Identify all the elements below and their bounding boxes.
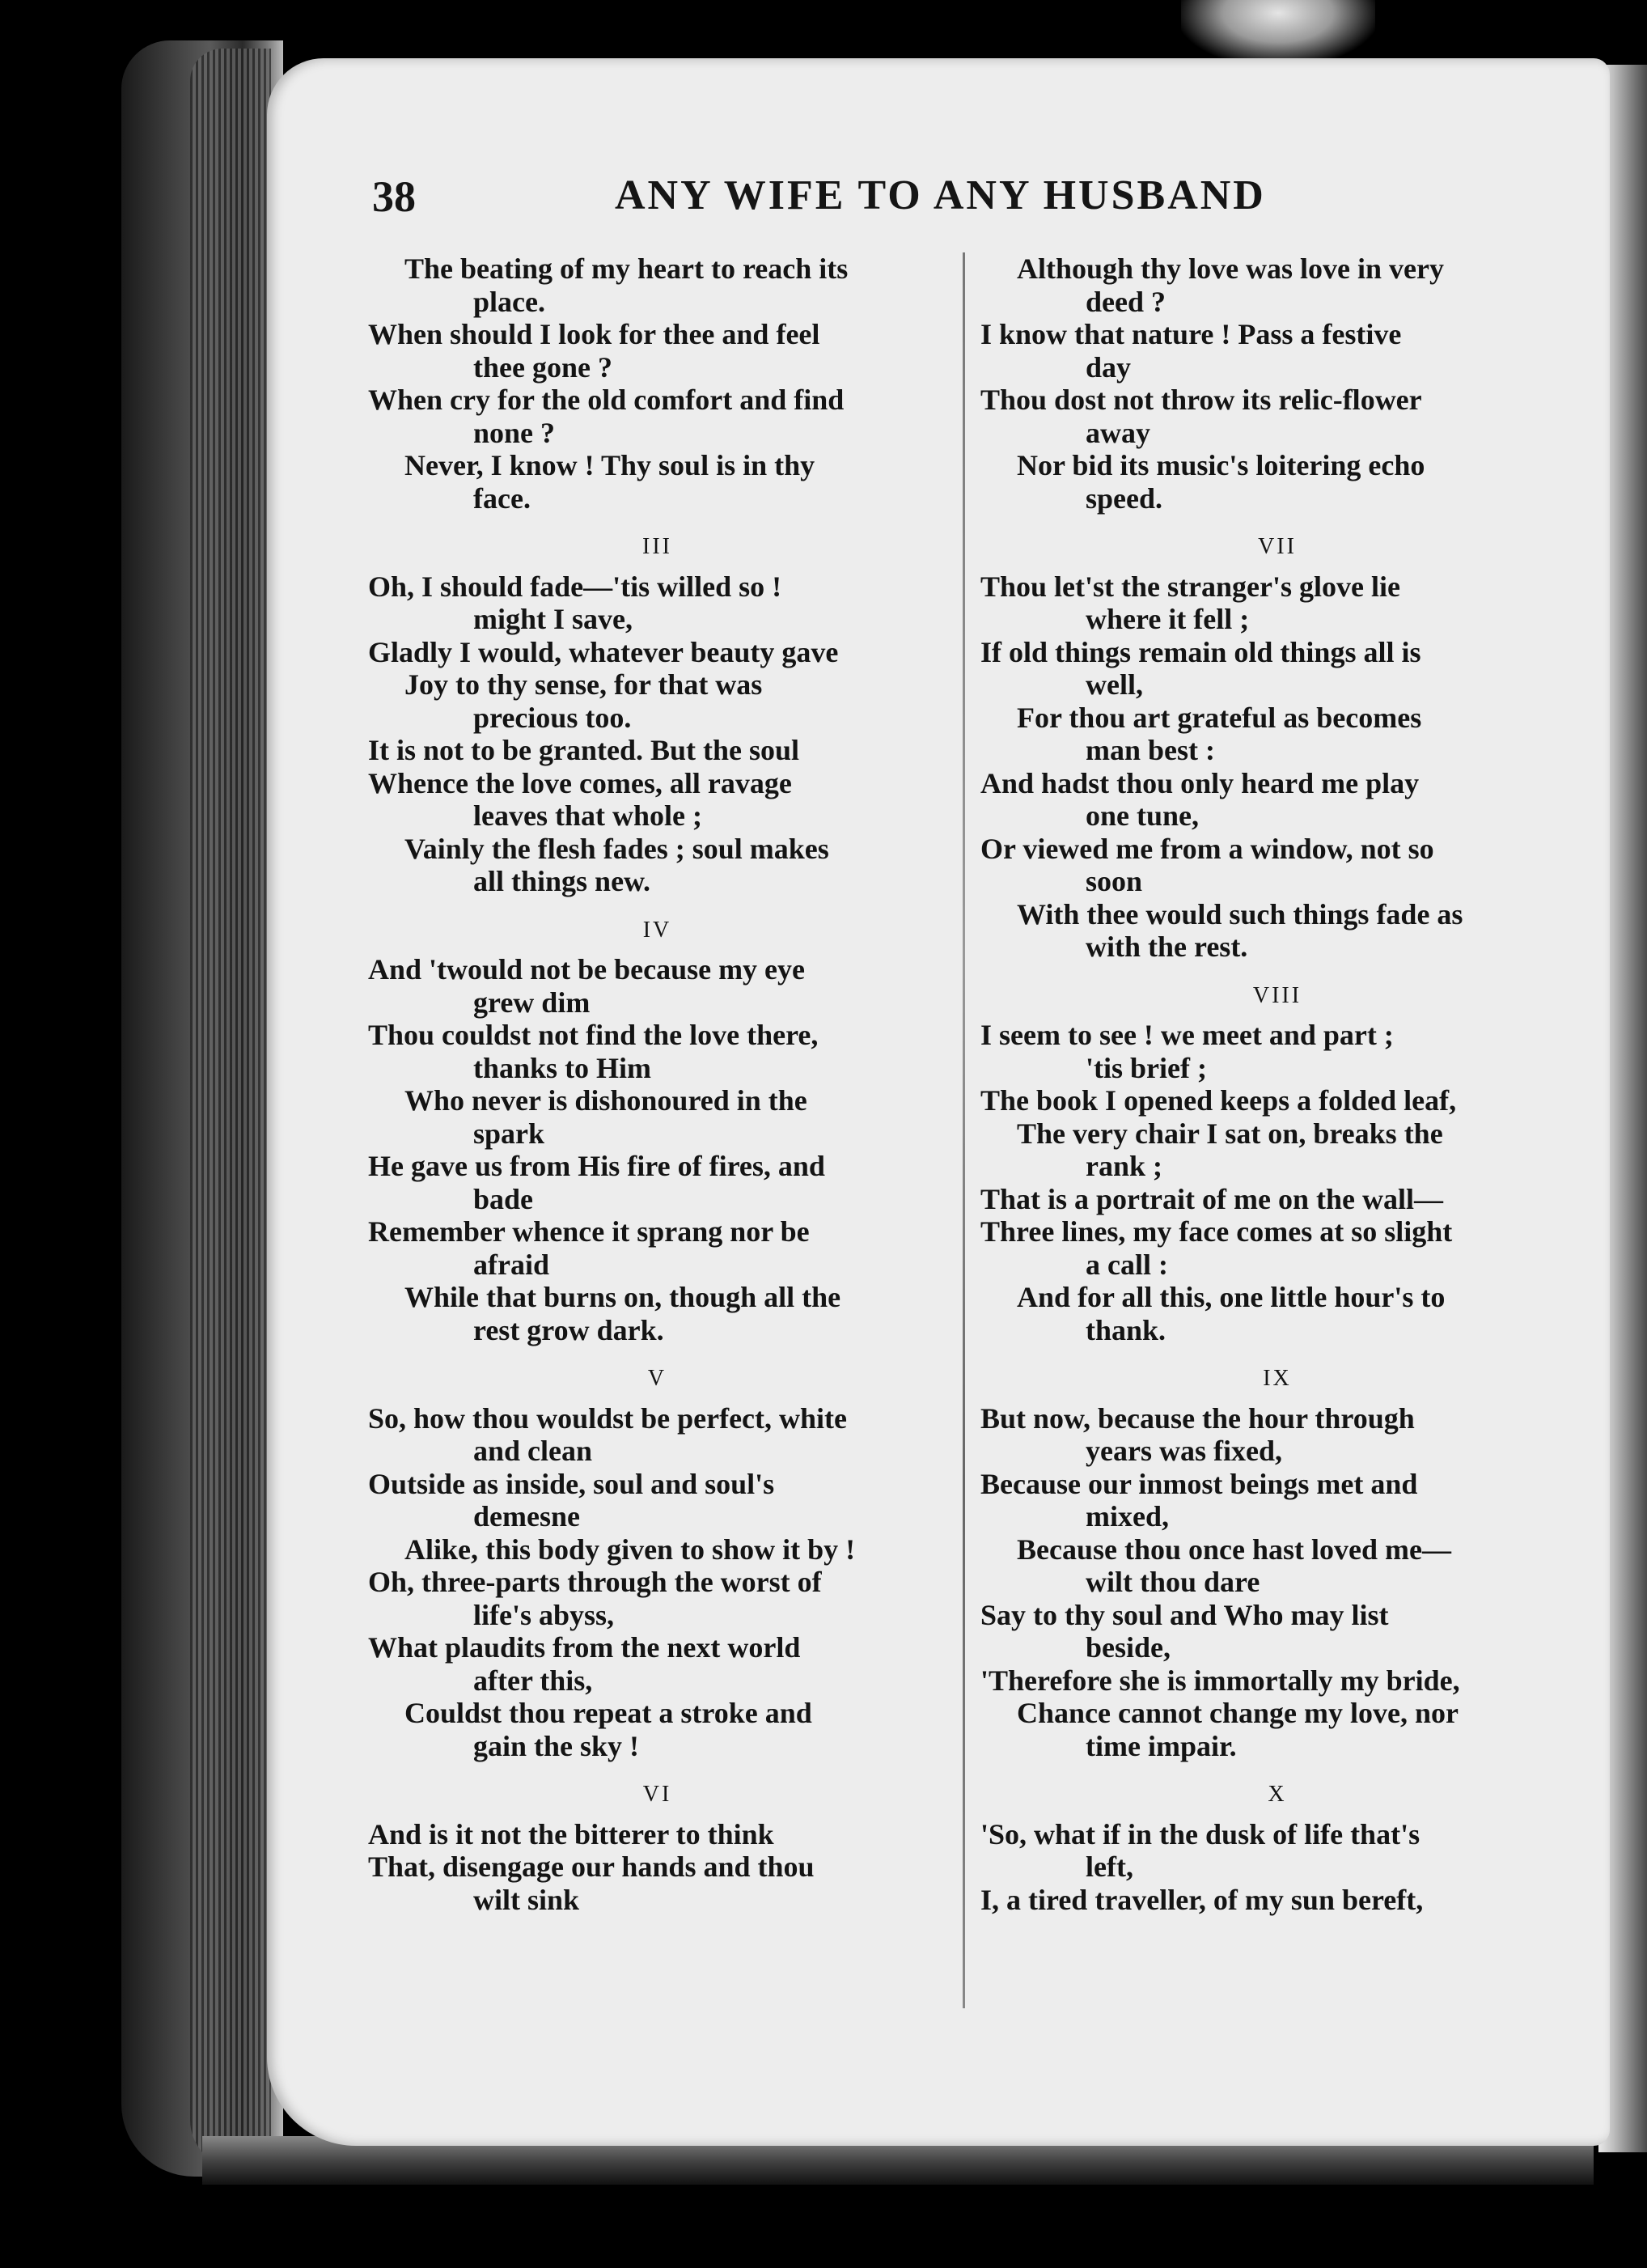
verse-line: left, <box>1086 1850 1133 1883</box>
verse-line: Thou let'st the stranger's glove lie <box>980 570 1400 603</box>
verse-line: life's abyss, <box>473 1598 615 1631</box>
verse-line: place. <box>473 285 545 318</box>
verse-line: For thou art grateful as becomes <box>1017 701 1422 734</box>
verse-line: Gladly I would, whatever beauty gave <box>368 635 839 668</box>
stanza-vi-tail <box>980 252 1574 515</box>
verse-line: What plaudits from the next world <box>368 1631 801 1664</box>
verse-line: 'tis brief ; <box>1086 1051 1207 1084</box>
verse-line: Couldst thou repeat a stroke and <box>404 1697 812 1729</box>
verse-line: none ? <box>473 416 556 449</box>
stanza-x <box>980 1818 1574 1917</box>
verse-line: Remember whence it sprang nor be <box>368 1215 810 1248</box>
verse-line: well, <box>1086 668 1143 701</box>
verse-line: wilt thou dare <box>1086 1566 1260 1598</box>
stanza-numeral: VI <box>642 1782 672 1807</box>
verse-line: Outside as inside, soul and soul's <box>368 1467 775 1500</box>
verse-line: Three lines, my face comes at so slight <box>980 1215 1453 1248</box>
verse-line: And hadst thou only heard me play <box>980 766 1420 799</box>
verse-line: Whence the love comes, all ravage <box>368 766 792 799</box>
verse-line: bade <box>473 1182 534 1215</box>
verse-line: where it fell ; <box>1086 603 1250 635</box>
page-header <box>372 172 1545 228</box>
stanza-numeral: X <box>1268 1782 1287 1807</box>
verse-line: The beating of my heart to reach its <box>404 252 849 285</box>
stanza-numeral: IX <box>1263 1366 1292 1391</box>
verse-line: Because thou once hast loved me— <box>1017 1532 1451 1566</box>
verse-line: I know that nature ! Pass a festive <box>980 318 1402 350</box>
verse-line: demesne <box>473 1500 580 1532</box>
verse-line: Joy to thy sense, for that was <box>404 668 763 701</box>
verse-line: thanks to Him <box>473 1051 652 1084</box>
verse-line: And is it not the bitterer to think <box>368 1817 774 1850</box>
book-page <box>267 58 1610 2146</box>
verse-line: The book I opened keeps a folded leaf, <box>980 1084 1457 1117</box>
verse-line: after this, <box>473 1664 593 1697</box>
stanza-numeral: IV <box>642 917 672 943</box>
verse-line: While that burns on, though all the <box>404 1281 841 1313</box>
verse-line: speed. <box>1086 481 1163 515</box>
verse-line: rank ; <box>1086 1150 1163 1182</box>
verse-line: Because our inmost beings met and <box>980 1467 1418 1500</box>
verse-line: spark <box>473 1117 545 1150</box>
verse-line: rest grow dark. <box>473 1313 664 1346</box>
right-column <box>980 252 1574 1916</box>
left-column <box>368 252 946 1916</box>
verse-line: might I save, <box>473 603 633 635</box>
verse-line: leaves that whole ; <box>473 799 702 832</box>
stanza-numeral: III <box>642 534 672 559</box>
stanza-viii <box>980 1019 1574 1346</box>
verse-line: day <box>1086 350 1132 384</box>
verse-line: And for all this, one little hour's to <box>1017 1281 1446 1313</box>
verse-line: When cry for the old comfort and find <box>368 384 845 416</box>
verse-line: beside, <box>1086 1631 1171 1664</box>
verse-line: and clean <box>473 1435 593 1467</box>
verse-line: deed ? <box>1086 285 1166 318</box>
verse-line: That is a portrait of me on the wall— <box>980 1182 1443 1215</box>
verse-line: soon <box>1086 865 1143 897</box>
verse-line: Nor bid its music's loitering echo <box>1017 449 1425 481</box>
verse-line: years was fixed, <box>1086 1435 1282 1467</box>
page-number: 38 <box>372 172 416 221</box>
verse-line: with the rest. <box>1086 931 1248 963</box>
verse-line: Oh, three-parts through the worst of <box>368 1566 822 1598</box>
verse-line: afraid <box>473 1248 549 1281</box>
verse-line: I, a tired traveller, of my sun bereft, <box>980 1883 1424 1916</box>
verse-line: thee gone ? <box>473 350 612 384</box>
verse-line: wilt sink <box>473 1883 580 1916</box>
verse-line: grew dim <box>473 986 591 1019</box>
verse-line: a call : <box>1086 1248 1168 1281</box>
verse-line: 'So, what if in the dusk of life that's <box>980 1817 1420 1850</box>
verse-line: Who never is dishonoured in the <box>404 1084 807 1117</box>
verse-line: time impair. <box>1086 1729 1237 1762</box>
verse-line: away <box>1086 416 1150 449</box>
verse-line: He gave us from His fire of fires, and <box>368 1150 825 1182</box>
stanza-numeral: V <box>647 1366 667 1391</box>
verse-line: I seem to see ! we meet and part ; <box>980 1019 1394 1051</box>
verse-line: man best : <box>1086 734 1215 766</box>
verse-line: It is not to be granted. But the soul <box>368 734 800 766</box>
verse-line: Chance cannot change my love, nor <box>1017 1697 1459 1729</box>
verse-line: 'Therefore she is immortally my bride, <box>980 1664 1460 1697</box>
verse-line: Alike, this body given to show it by ! <box>404 1532 856 1566</box>
verse-line: Never, I know ! Thy soul is in thy <box>404 449 815 481</box>
column-divider <box>963 252 965 2008</box>
verse-line: one tune, <box>1086 799 1200 832</box>
stanza-numeral: VIII <box>1252 982 1302 1008</box>
stanza-vii <box>980 570 1574 964</box>
verse-line: Although thy love was love in very <box>1017 252 1445 285</box>
verse-line: And 'twould not be because my eye <box>368 953 806 986</box>
stanza-ii-tail <box>368 252 946 515</box>
verse-line: Thou couldst not find the love there, <box>368 1019 819 1051</box>
verse-line: But now, because the hour through <box>980 1401 1415 1435</box>
verse-line: When should I look for thee and feel <box>368 318 820 350</box>
stanza-ix <box>980 1402 1574 1763</box>
stanza-iv <box>368 953 946 1346</box>
scan-artifact <box>1181 0 1375 65</box>
stanza-vi <box>368 1818 946 1917</box>
book-page-edges <box>190 49 271 2168</box>
verse-line: Oh, I should fade—'tis willed so ! <box>368 570 782 603</box>
verse-line: Say to thy soul and Who may list <box>980 1598 1389 1631</box>
verse-line: thank. <box>1086 1313 1166 1346</box>
verse-line: So, how thou wouldst be perfect, white <box>368 1401 848 1435</box>
verse-line: mixed, <box>1086 1500 1169 1532</box>
verse-line: precious too. <box>473 701 632 734</box>
stanza-v <box>368 1402 946 1763</box>
verse-line: face. <box>473 481 531 515</box>
verse-line: The very chair I sat on, breaks the <box>1017 1117 1443 1150</box>
verse-line: That, disengage our hands and thou <box>368 1850 815 1883</box>
verse-line: With thee would such things fade as <box>1017 897 1463 931</box>
verse-line: If old things remain old things all is <box>980 635 1421 668</box>
stanza-numeral: VII <box>1258 534 1297 559</box>
verse-line: Thou dost not throw its relic-flower <box>980 384 1422 416</box>
verse-line: Vainly the flesh fades ; soul makes <box>404 832 829 865</box>
verse-line: all things new. <box>473 865 651 897</box>
running-title: ANY WIFE TO ANY HUSBAND <box>615 172 1266 218</box>
verse-line: gain the sky ! <box>473 1729 640 1762</box>
stanza-iii <box>368 570 946 898</box>
verse-line: Or viewed me from a window, not so <box>980 832 1434 865</box>
